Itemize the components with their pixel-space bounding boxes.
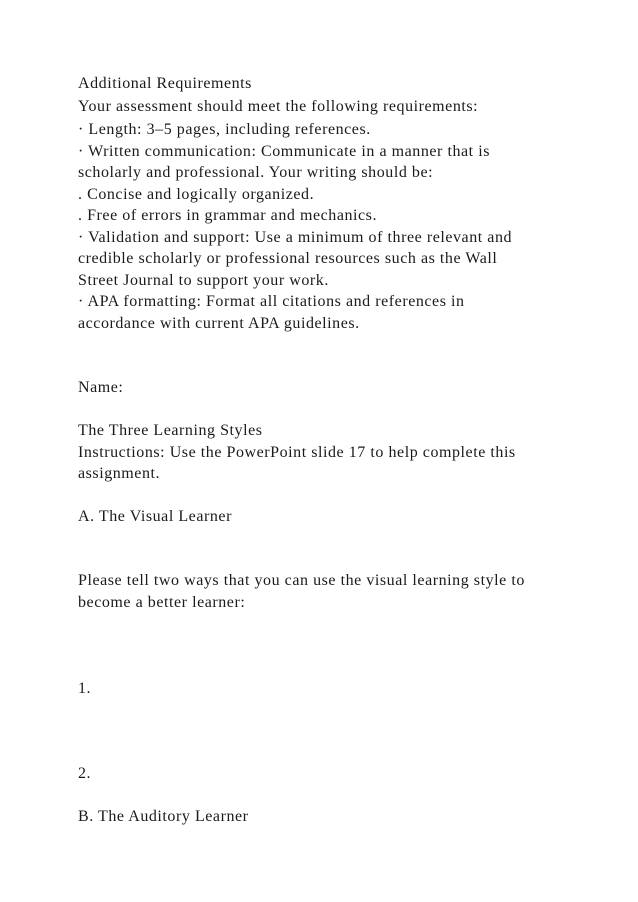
requirement-apa: · APA formatting: Format all citations and references in [78, 293, 465, 310]
requirement-written-communication: · Written communication: Communicate in a manner that is [78, 143, 490, 160]
visual-question: Please tell two ways that you can use the visual learning style to [78, 572, 525, 589]
requirement-free-of-errors: . Free of errors in grammar and mechanics. [78, 207, 377, 224]
worksheet-title: The Three Learning Styles [78, 422, 263, 439]
worksheet-instructions: Instructions: Use the PowerPoint slide 17 to help complete this [78, 444, 516, 461]
requirement-validation-cont-1: credible scholarly or professional resources such as the Wall [78, 250, 498, 267]
answer-item-2: 2. [78, 765, 92, 782]
requirements-intro: Your assessment should meet the following requirements: [78, 98, 479, 115]
worksheet-instructions-cont: assignment. [78, 465, 161, 482]
section-a-heading: A. The Visual Learner [78, 508, 232, 525]
visual-question-cont: become a better learner: [78, 594, 246, 611]
requirement-validation-cont-2: Street Journal to support your work. [78, 272, 329, 289]
name-label: Name: [78, 379, 124, 396]
answer-item-1: 1. [78, 680, 92, 697]
requirement-concise: . Concise and logically organized. [78, 186, 315, 203]
requirement-length: · Length: 3–5 pages, including references. [78, 121, 371, 138]
section-b-heading: B. The Auditory Learner [78, 808, 249, 825]
requirements-heading: Additional Requirements [78, 75, 252, 92]
requirement-validation: · Validation and support: Use a minimum of three relevant and [78, 229, 513, 246]
requirement-apa-cont: accordance with current APA guidelines. [78, 315, 360, 332]
requirement-written-communication-cont: scholarly and professional. Your writing should be: [78, 164, 434, 181]
